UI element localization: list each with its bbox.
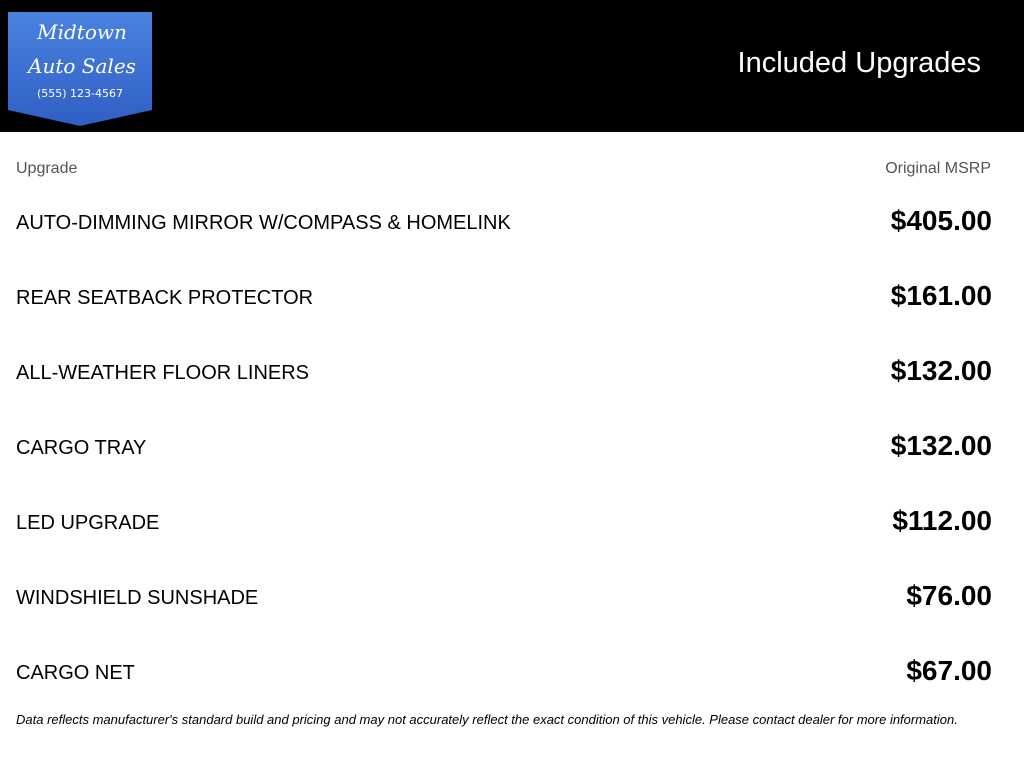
table-row <box>0 410 1024 485</box>
upgrade-price: $132.00 <box>890 430 992 461</box>
dealer-logo <box>8 12 152 126</box>
upgrade-price: $161.00 <box>890 280 992 311</box>
column-header-msrp: Original MSRP <box>885 160 991 177</box>
upgrade-price: $132.00 <box>890 355 992 386</box>
table-row <box>0 635 1024 710</box>
upgrade-name: WINDSHIELD SUNSHADE <box>16 587 259 609</box>
upgrade-name: LED UPGRADE <box>16 512 160 534</box>
logo-line2: Auto Sales <box>28 54 136 78</box>
upgrade-name: AUTO-DIMMING MIRROR W/COMPASS & HOMELINK <box>16 212 511 234</box>
table-row <box>0 335 1024 410</box>
table-row <box>0 485 1024 560</box>
page-title: Included Upgrades <box>737 47 981 79</box>
upgrade-price: $67.00 <box>906 655 992 686</box>
table-row <box>0 185 1024 260</box>
upgrade-name: ALL-WEATHER FLOOR LINERS <box>16 362 310 384</box>
table-row <box>0 560 1024 635</box>
upgrade-price: $405.00 <box>890 205 992 236</box>
upgrades-list <box>0 185 1024 710</box>
upgrade-price: $76.00 <box>906 580 992 611</box>
upgrade-name: CARGO NET <box>16 662 135 684</box>
column-header-upgrade: Upgrade <box>16 160 78 177</box>
table-row <box>0 260 1024 335</box>
logo-line1: Midtown <box>37 20 127 44</box>
upgrade-name: CARGO TRAY <box>16 437 147 459</box>
header-bar <box>0 0 1024 132</box>
upgrade-name: REAR SEATBACK PROTECTOR <box>16 287 314 309</box>
disclaimer-text: Data reflects manufacturer's standard build and pricing and may not accurately reflect the exact condition of this vehicle. Please contact dealer for more information. <box>16 712 958 727</box>
upgrade-price: $112.00 <box>892 505 992 536</box>
logo-phone: (555) 123-4567 <box>36 87 124 100</box>
